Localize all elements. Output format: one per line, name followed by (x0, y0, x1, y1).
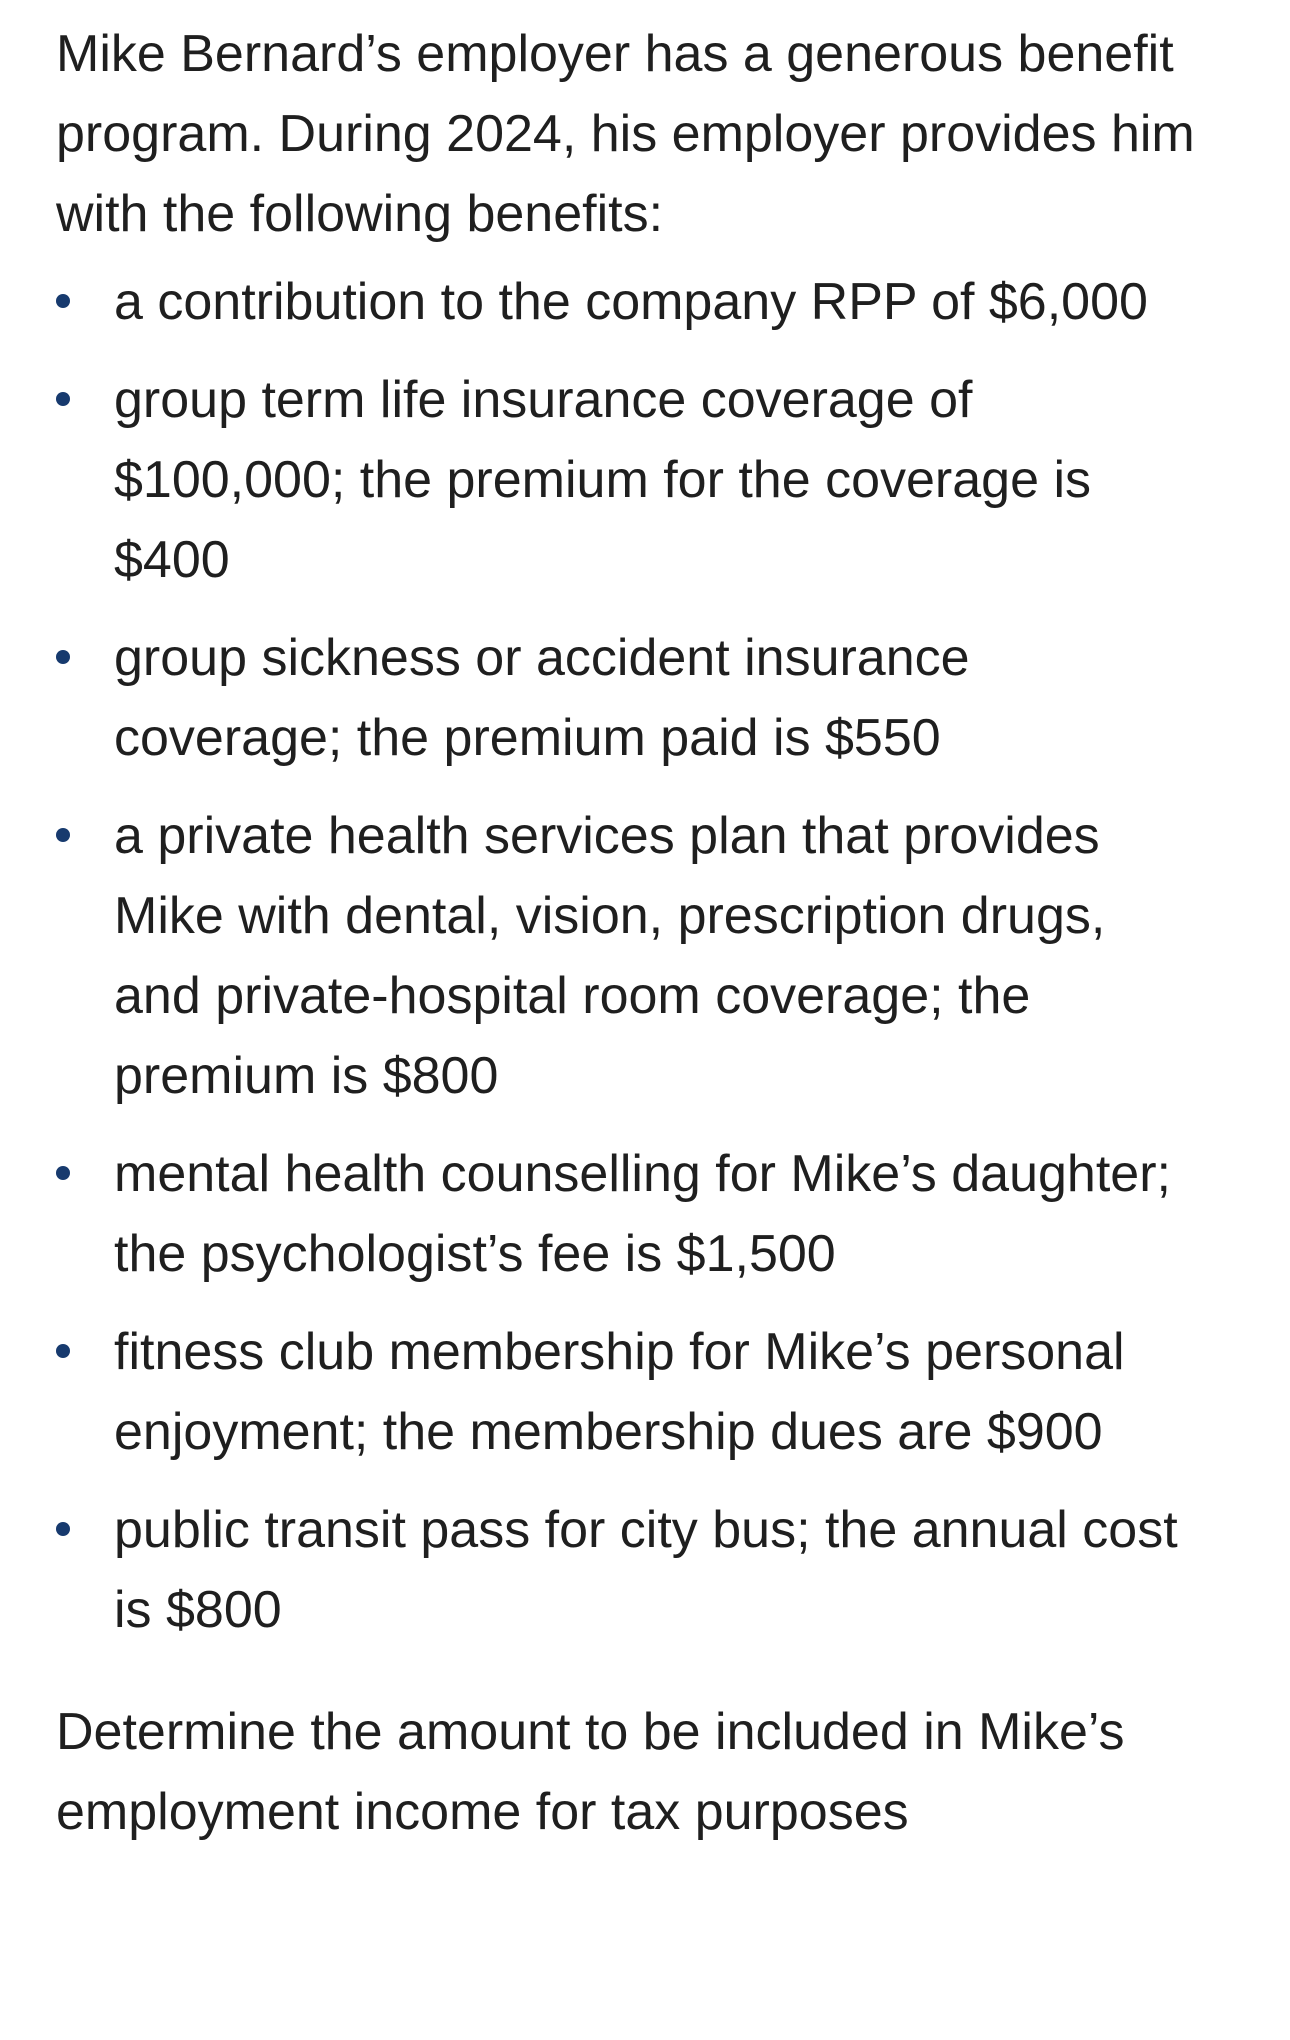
bullet-icon (56, 392, 70, 406)
list-item (56, 1134, 1206, 1294)
bullet-icon (56, 828, 70, 842)
benefit-text: group term life insurance coverage of $100,000; the premium for the coverage is $400 (114, 371, 1092, 589)
benefit-text: group sickness or accident insurance coverage; the premium paid is $550 (114, 629, 970, 767)
closing-paragraph: Determine the amount to be included in Mike’s employment income for tax purposes (56, 1703, 1125, 1841)
question-content (56, 14, 1206, 1852)
bullet-icon (56, 1522, 70, 1536)
bullet-icon (56, 650, 70, 664)
intro-paragraph: Mike Bernard’s employer has a generous benefit program. During 2024, his employer provides him with the following benefits: (56, 25, 1195, 243)
bullet-icon (56, 1344, 70, 1358)
list-item (56, 262, 1206, 342)
bullet-icon (56, 294, 70, 308)
benefit-text: a contribution to the company RPP of $6,000 (114, 273, 1148, 331)
list-item (56, 360, 1206, 600)
list-item (56, 1490, 1206, 1650)
list-item (56, 1312, 1206, 1472)
benefit-text: mental health counselling for Mike’s daughter; the psychologist’s fee is $1,500 (114, 1145, 1171, 1283)
benefit-text: fitness club membership for Mike’s personal enjoyment; the membership dues are $900 (114, 1323, 1125, 1461)
benefits-list (56, 262, 1206, 1650)
benefit-text: public transit pass for city bus; the annual cost is $800 (114, 1501, 1178, 1639)
list-item (56, 618, 1206, 778)
list-item (56, 796, 1206, 1116)
benefit-text: a private health services plan that provides Mike with dental, vision, prescription drugs, and private-hospital room coverage; the premium is $800 (114, 807, 1106, 1105)
bullet-icon (56, 1166, 70, 1180)
